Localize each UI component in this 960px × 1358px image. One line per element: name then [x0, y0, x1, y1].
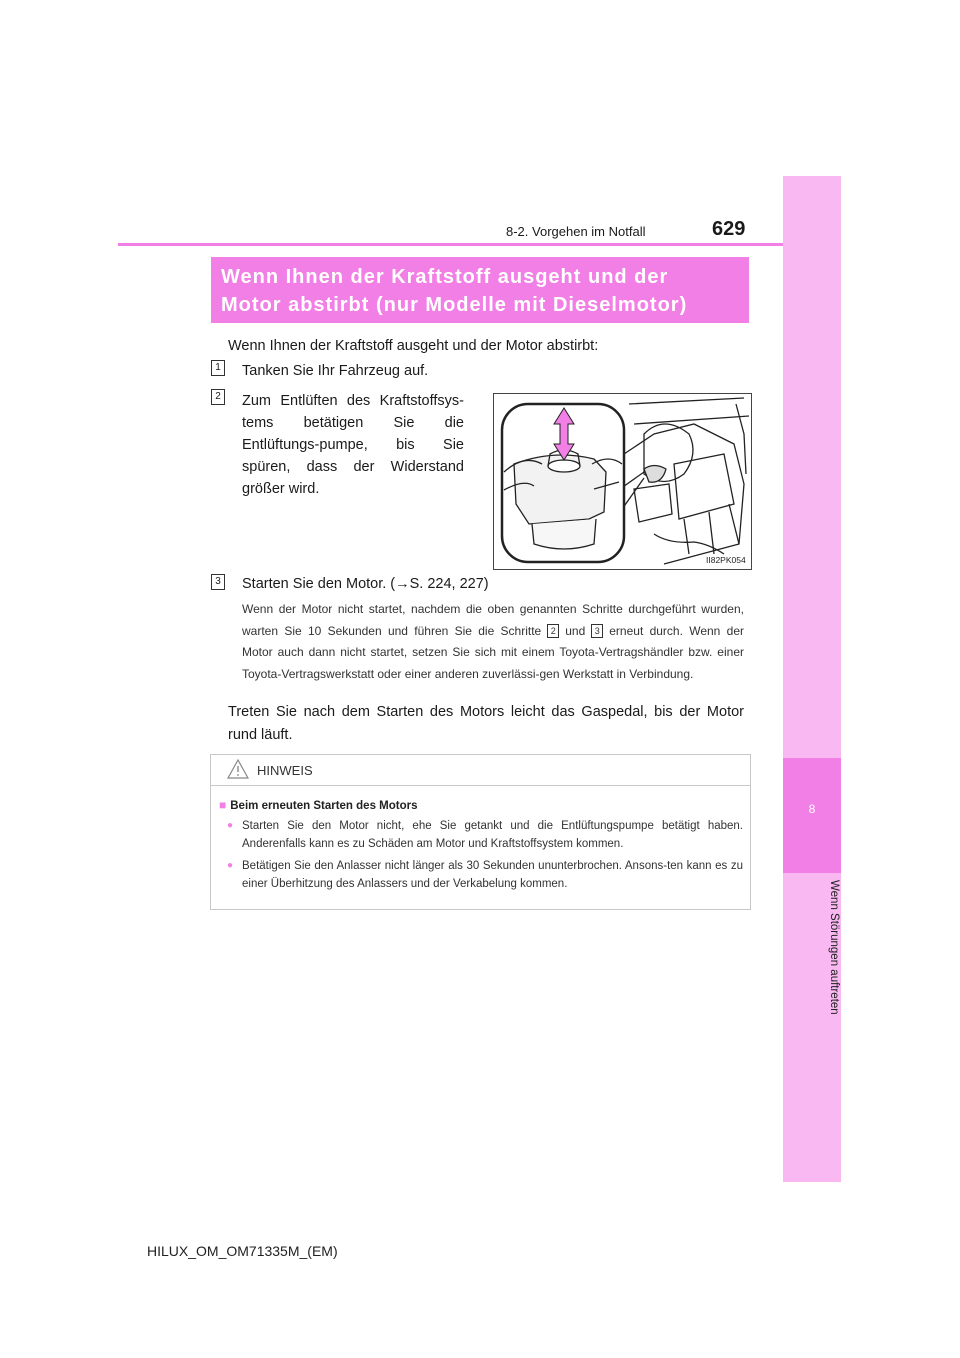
notice-title: HINWEIS — [257, 763, 313, 778]
note-step-ref-3: 3 — [591, 624, 603, 638]
banner-line-2: Motor abstirbt (nur Modelle mit Dieselmotor) — [221, 294, 688, 316]
note-part-2: erneut durch. Wenn der Motor auch dann nicht startet, setzen Sie sich mit einem Toyota-Vertragshändler bzw. einer Toyota-Vertragswerkstatt oder einer anderen zuverlässi-gen Werkstatt in Verbindung. — [242, 623, 744, 681]
header-rule — [118, 243, 783, 246]
step-number-1: 1 — [211, 360, 225, 376]
square-bullet-icon: ■ — [219, 798, 227, 812]
section-banner — [211, 257, 749, 323]
notice-bullet-text: Starten Sie den Motor nicht, ehe Sie getankt und die Entlüftungspumpe betätigt haben. Anderenfalls kann es zu Schäden am Motor und Kraftstoffsystem kommen. — [242, 820, 743, 850]
notice-bullet — [227, 817, 743, 853]
notice-bullet — [227, 857, 743, 893]
notice-bullet-text: Betätigen Sie den Anlasser nicht länger als 30 Sekunden ununterbrochen. Ansons-ten kann es zu einer Überhitzung des Anlassers und der Verkabelung kommen. — [242, 860, 743, 890]
step-text-2: Zum Entlüften des Kraftstoffsys-tems betätigen Sie die Entlüftungs-pumpe, bis Sie spüren, dass der Widerstand größer wird. — [242, 393, 464, 497]
intro-text: Wenn Ihnen der Kraftstoff ausgeht und der Motor abstirbt: — [228, 338, 599, 354]
note-mid: und — [565, 623, 586, 638]
warning-triangle-icon — [227, 759, 249, 784]
notice-subtitle-text: Beim erneuten Starten des Motors — [230, 800, 418, 812]
note-part-1: Wenn der Motor nicht startet, nachdem die oben genannten Schritte durchgeführt wurden, warten Sie 10 Sekunden und führen Sie die Schritte — [242, 602, 744, 638]
step-number-2: 2 — [211, 389, 225, 405]
figure-code: II82PK054 — [706, 555, 746, 565]
page-number: 629 — [712, 218, 746, 240]
restart-note — [242, 599, 744, 685]
banner-line-1: Wenn Ihnen der Kraftstoff ausgeht und der — [221, 266, 669, 288]
step-text-1: Tanken Sie Ihr Fahrzeug auf. — [242, 363, 429, 379]
bleeder-pump-illustration — [493, 393, 752, 570]
section-title: 8-2. Vorgehen im Notfall — [506, 224, 646, 239]
note-step-ref-2: 2 — [547, 624, 559, 638]
notice-box — [210, 754, 751, 910]
step-number-3: 3 — [211, 574, 225, 590]
round-bullet-icon: ● — [227, 860, 234, 871]
engine-bay-drawing — [494, 394, 751, 569]
footer-code: HILUX_OM_OM71335M_(EM) — [147, 1243, 338, 1259]
chapter-number: 8 — [808, 802, 816, 816]
notice-header — [211, 755, 750, 786]
round-bullet-icon: ● — [227, 820, 234, 831]
chapter-title: Wenn Störungen auftreten — [828, 880, 840, 1015]
gas-pedal-text: Treten Sie nach dem Starten des Motors leicht das Gaspedal, bis der Motor rund läuft. — [228, 704, 744, 743]
step-text-3: Starten Sie den Motor. (→S. 224, 227) — [242, 576, 489, 592]
notice-subtitle — [219, 798, 417, 812]
